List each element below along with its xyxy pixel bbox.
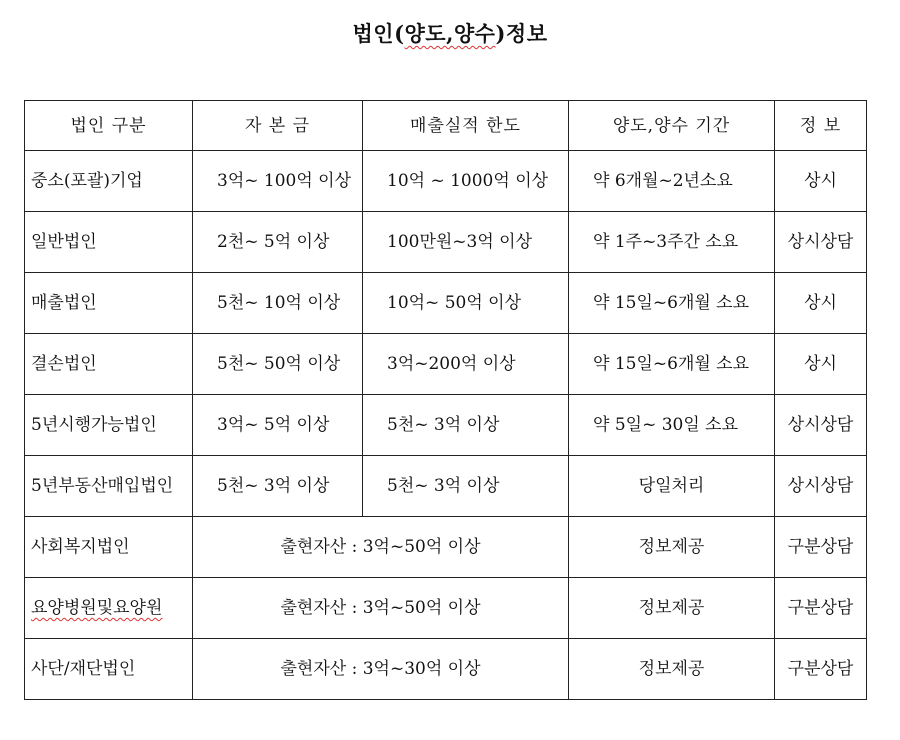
table-row <box>25 395 867 456</box>
row-sales-limit: 5천~ 3억 이상 <box>363 395 569 456</box>
row-sales-limit: 100만원~3억 이상 <box>363 212 569 273</box>
header-sales-limit: 매출실적 한도 <box>363 101 569 151</box>
row-category: 사회복지법인 <box>25 517 193 578</box>
row-category: 매출법인 <box>25 273 193 334</box>
row-transfer-period: 약 6개월~2년소요 <box>569 151 775 212</box>
title-prefix: 법인( <box>352 21 405 46</box>
row-transfer-period: 정보제공 <box>569 639 775 700</box>
row-info: 상시상담 <box>775 212 867 273</box>
row-transfer-period: 약 15일~6개월 소요 <box>569 273 775 334</box>
row-capital: 3억~ 5억 이상 <box>193 395 363 456</box>
row-transfer-period: 정보제공 <box>569 517 775 578</box>
row-sales-limit: 10억~ 50억 이상 <box>363 273 569 334</box>
table-row <box>25 334 867 395</box>
row-info: 구분상담 <box>775 578 867 639</box>
table-row <box>25 517 867 578</box>
header-info: 정 보 <box>775 101 867 151</box>
row-transfer-period: 약 15일~6개월 소요 <box>569 334 775 395</box>
row-sales-limit: 5천~ 3억 이상 <box>363 456 569 517</box>
header-capital: 자 본 금 <box>193 101 363 151</box>
table-row <box>25 273 867 334</box>
table-row <box>25 212 867 273</box>
row-info: 구분상담 <box>775 517 867 578</box>
row-category: 5년부동산매입법인 <box>25 456 193 517</box>
row-category: 5년시행가능법인 <box>25 395 193 456</box>
row-info: 상시 <box>775 334 867 395</box>
row-sales-limit: 3억~200억 이상 <box>363 334 569 395</box>
row-category: 중소(포괄)기업 <box>25 151 193 212</box>
header-category: 법인 구분 <box>25 101 193 151</box>
row-info: 상시 <box>775 151 867 212</box>
row-capital: 5천~ 3억 이상 <box>193 456 363 517</box>
page-title <box>0 18 900 48</box>
title-underlined-text: 양도,양수 <box>404 21 496 46</box>
row-capital: 5천~ 10억 이상 <box>193 273 363 334</box>
row-sales-limit: 10억 ~ 1000억 이상 <box>363 151 569 212</box>
row-transfer-period: 정보제공 <box>569 578 775 639</box>
row-info: 상시상담 <box>775 395 867 456</box>
row-transfer-period: 당일처리 <box>569 456 775 517</box>
row-info: 상시상담 <box>775 456 867 517</box>
row-capital: 3억~ 100억 이상 <box>193 151 363 212</box>
row-capital: 2천~ 5억 이상 <box>193 212 363 273</box>
table-row <box>25 639 867 700</box>
row-category: 사단/재단법인 <box>25 639 193 700</box>
row-info: 구분상담 <box>775 639 867 700</box>
row-category: 일반법인 <box>25 212 193 273</box>
row-endowment-assets: 출현자산 : 3억~30억 이상 <box>193 639 569 700</box>
row-transfer-period: 약 5일~ 30일 소요 <box>569 395 775 456</box>
corporation-info-table <box>24 100 867 700</box>
row-capital: 5천~ 50억 이상 <box>193 334 363 395</box>
row-category: 요양병원및요양원 <box>25 578 193 639</box>
header-transfer-period: 양도,양수 기간 <box>569 101 775 151</box>
table-row <box>25 151 867 212</box>
title-suffix: )정보 <box>495 21 548 46</box>
table-row <box>25 578 867 639</box>
row-endowment-assets: 출현자산 : 3억~50억 이상 <box>193 517 569 578</box>
table-header-row <box>25 101 867 151</box>
row-transfer-period: 약 1주~3주간 소요 <box>569 212 775 273</box>
row-endowment-assets: 출현자산 : 3억~50억 이상 <box>193 578 569 639</box>
row-info: 상시 <box>775 273 867 334</box>
table-row <box>25 456 867 517</box>
row-category: 결손법인 <box>25 334 193 395</box>
